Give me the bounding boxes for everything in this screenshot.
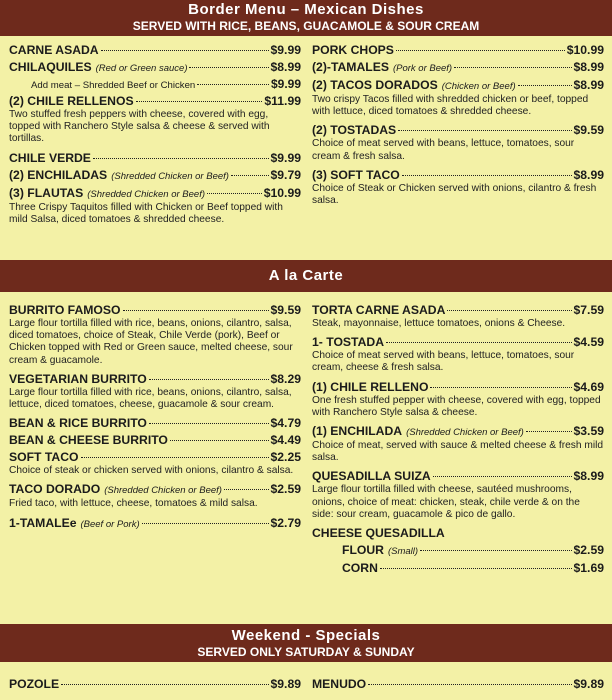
menu-item [9, 416, 301, 431]
dot-leader [170, 440, 269, 441]
dot-leader [189, 67, 268, 68]
item-name: (3) SOFT TACO [312, 167, 400, 182]
menu-item [9, 43, 301, 58]
item-row [9, 168, 301, 184]
menu-item [9, 303, 301, 367]
item-price: $2.79 [270, 515, 301, 530]
item-price: $8.99 [573, 469, 604, 484]
item-price: $8.99 [270, 60, 301, 74]
item-price: $1.69 [573, 561, 604, 576]
border-menu-left-column [9, 43, 301, 231]
item-name: BEAN & CHEESE BURRITO [9, 433, 168, 448]
menu-item [312, 526, 604, 541]
item-note: (Small) [387, 546, 419, 558]
dot-leader [93, 158, 269, 159]
menu-item [312, 380, 604, 419]
item-name: CORN [342, 561, 378, 576]
item-price: $4.69 [573, 379, 604, 394]
item-name: BURRITO FAMOSO [9, 303, 121, 317]
item-description: Choice of meat served with beans, lettuce, tomatoes, sour cream & fresh salsa. [312, 138, 575, 162]
dot-leader [207, 193, 262, 194]
item-note: (Shredded Chicken or Beef) [111, 170, 229, 182]
item-name: CHILAQUILES [9, 60, 92, 74]
item-note: (Shredded Chicken or Beef) [406, 427, 524, 439]
item-row [312, 60, 604, 76]
item-name: (2)-TAMALES [312, 60, 389, 74]
weekend-left-column [9, 677, 301, 694]
menu-item [9, 151, 301, 166]
menu-item [9, 516, 301, 532]
item-price: $9.99 [270, 150, 301, 165]
item-description: Large flour tortilla filled with cheese, sautéed mushrooms, onions, choice of meat: chicken, steak, chile verde & on the side: sour cream, guacamole & pico de gallo. [312, 484, 580, 520]
dot-leader [101, 50, 269, 51]
item-note: (Shredded Chicken or Beef) [87, 188, 206, 200]
item-price: $3.59 [573, 424, 604, 439]
menu-item [312, 123, 604, 162]
item-price: $8.99 [573, 167, 604, 182]
item-row [312, 43, 604, 58]
item-name: POZOLE [9, 677, 60, 691]
item-note: (Chicken or Beef) [441, 81, 516, 92]
item-price: $4.79 [270, 416, 301, 431]
item-price: $7.59 [573, 303, 604, 317]
item-row [9, 151, 301, 166]
item-description: Steak, mayonnaise, lettuce tomatoes, onions & Cheese. [312, 318, 566, 329]
item-row [312, 469, 604, 484]
item-row [312, 303, 604, 318]
item-price: $8.99 [573, 78, 604, 92]
item-price: $2.59 [573, 543, 604, 558]
item-row [312, 380, 604, 395]
dot-leader [231, 175, 269, 176]
dot-leader [518, 85, 572, 86]
item-name: PORK CHOPS [312, 43, 394, 57]
item-description: Choice of Steak or Chicken served with onions, cilantro & fresh salsa. [312, 182, 597, 207]
menu-item [9, 78, 301, 92]
item-name: (1) CHILE RELLENO [312, 379, 429, 394]
menu-item [312, 469, 604, 521]
item-price: $9.99 [270, 43, 301, 57]
item-name: SOFT TACO [9, 450, 79, 465]
item-row [312, 677, 604, 692]
menu-item [312, 335, 604, 374]
menu-item [312, 561, 604, 576]
item-name: (2) ENCHILADAS [9, 167, 108, 182]
item-row [312, 123, 604, 138]
item-name: CARNE ASADA [9, 43, 99, 57]
item-row [9, 677, 301, 692]
dot-leader [149, 423, 269, 424]
item-description: Two stuffed fresh peppers with cheese, covered with egg, topped with Ranchero Style salsa & cheese & served with tortillas. [9, 109, 270, 145]
dot-leader [430, 387, 571, 388]
item-name: TACO DORADO [9, 482, 101, 497]
menu-item [9, 433, 301, 448]
item-price: $11.99 [264, 94, 301, 108]
item-price: $8.29 [270, 371, 301, 386]
item-price: $4.49 [270, 433, 301, 448]
dot-leader [398, 130, 571, 131]
item-row [312, 78, 604, 94]
item-price: $9.99 [270, 77, 301, 91]
dot-leader [526, 431, 572, 432]
item-name: (3) FLAUTAS [9, 185, 84, 200]
dot-leader [402, 175, 572, 176]
item-description: One fresh stuffed pepper with cheese, covered with egg, topped with Ranchero Style salsa & cheese. [312, 394, 601, 418]
item-name: CHEESE QUESADILLA [312, 526, 445, 541]
menu-item [9, 372, 301, 411]
dot-leader [396, 50, 565, 51]
item-price: $8.99 [573, 60, 604, 74]
weekend-subtitle: SERVED ONLY SATURDAY & SUNDAY [197, 645, 415, 659]
a-la-carte-right-column [312, 303, 604, 578]
menu-item [9, 94, 301, 146]
item-description: Choice of meat, served with sauce & melted cheese & fresh mild salsa. [312, 440, 604, 464]
add-meat-label: Add meat – Shredded Beef or Chicken [31, 80, 196, 91]
item-description: Fried taco, with lettuce, cheese, tomatoes & mild salsa. [9, 498, 258, 510]
weekend-header [0, 624, 612, 662]
a-la-carte-header [0, 260, 612, 292]
item-price: $9.89 [573, 677, 604, 691]
item-price: $2.25 [270, 450, 301, 465]
dot-leader [197, 84, 269, 85]
item-name: 1-TAMALEe [9, 515, 77, 530]
item-row [312, 335, 604, 350]
dot-leader [123, 310, 269, 311]
dot-leader [224, 489, 269, 490]
item-row [312, 168, 604, 183]
item-row [9, 416, 301, 431]
dot-leader [142, 523, 269, 524]
menu-item [9, 168, 301, 184]
item-name: FLOUR [342, 543, 384, 558]
item-name: BEAN & RICE BURRITO [9, 416, 147, 431]
menu-item [9, 186, 301, 226]
dot-leader [420, 550, 571, 551]
border-menu-title: Border Menu – Mexican Dishes [188, 1, 424, 18]
item-price: $10.99 [263, 185, 301, 200]
item-row [9, 482, 301, 498]
item-row [312, 424, 604, 440]
weekend-right-column [312, 677, 604, 694]
dot-leader [433, 476, 572, 477]
menu-item [9, 677, 301, 692]
item-note: (Shredded Chicken or Beef) [104, 485, 222, 497]
item-description: Large flour tortilla filled with rice, beans, onions, cilantro, salsa, lettuce, diced tomatoes, cheese, guacamole & sour cream. [9, 386, 292, 411]
item-row [9, 186, 301, 202]
item-note: (Red or Green sauce) [95, 63, 188, 74]
menu-item [9, 60, 301, 76]
item-row [9, 372, 301, 387]
item-row [312, 526, 604, 541]
item-note: (Pork or Beef) [392, 63, 453, 74]
add-meat-row [9, 78, 301, 92]
item-price: $9.89 [270, 677, 301, 691]
item-note: (Beef or Pork) [80, 518, 140, 530]
item-row [9, 43, 301, 58]
dot-leader [81, 457, 269, 458]
item-name: (1) ENCHILADA [312, 424, 403, 439]
item-price: $9.79 [270, 167, 301, 182]
menu-item [312, 677, 604, 692]
item-row [9, 433, 301, 448]
border-menu-subtitle: SERVED WITH RICE, BEANS, GUACAMOLE & SOUR CREAM [132, 19, 480, 33]
menu-item [312, 543, 604, 559]
item-description: Two crispy Tacos filled with shredded chicken or beef, topped with lettuce, diced tomatoes & shredded cheese. [312, 94, 589, 118]
dot-leader [386, 342, 572, 343]
item-name: TORTA CARNE ASADA [312, 303, 446, 317]
item-name: 1- TOSTADA [312, 335, 384, 350]
item-price: $10.99 [566, 43, 604, 57]
dot-leader [454, 67, 571, 68]
menu-item [312, 43, 604, 58]
menu-item [312, 168, 604, 207]
border-menu-right-column [312, 43, 604, 212]
item-name: QUESADILLA SUIZA [312, 469, 431, 484]
menu-item [312, 60, 604, 76]
item-row [9, 60, 301, 76]
item-description: Choice of meat served with beans, lettuce, tomatoes, sour cream, cheese & fresh salsa. [312, 350, 575, 374]
border-menu-header [0, 0, 612, 36]
item-name: MENUDO [312, 677, 367, 691]
menu-item [9, 450, 301, 477]
menu-item [312, 424, 604, 464]
item-price: $9.59 [270, 303, 301, 317]
item-name: (2) CHILE RELLENOS [9, 94, 134, 108]
dot-leader [136, 101, 263, 102]
item-row [312, 543, 604, 559]
item-price: $9.59 [573, 123, 604, 138]
item-row [9, 303, 301, 318]
menu-item [312, 303, 604, 330]
weekend-title: Weekend - Specials [231, 627, 381, 644]
item-name: (2) TOSTADAS [312, 123, 397, 138]
dot-leader [380, 568, 572, 569]
item-price: $4.59 [573, 335, 604, 350]
item-description: Large flour tortilla filled with rice, beans, onions, cilantro, salsa, diced tomatoes, choice of Steak, Chile Verde (pork), Beef or Chicken topped with Red or Green sauce, melted cheese, sour cream & guacamole. [9, 318, 293, 366]
item-description: Choice of steak or chicken served with onions, cilantro & salsa. [9, 465, 294, 477]
item-name: CHILE VERDE [9, 150, 91, 165]
dot-leader [368, 684, 571, 685]
item-row [312, 561, 604, 576]
item-description: Three Crispy Taquitos filled with Chicken or Beef topped with mild Salsa, diced tomatoes & shredded cheese. [9, 201, 283, 225]
a-la-carte-left-column [9, 303, 301, 534]
menu-item [312, 78, 604, 118]
item-row [9, 94, 301, 109]
item-name: (2) TACOS DORADOS [312, 78, 438, 92]
dot-leader [149, 379, 269, 380]
item-price: $2.59 [270, 482, 301, 497]
item-name: VEGETARIAN BURRITO [9, 371, 147, 386]
dot-leader [61, 684, 268, 685]
dot-leader [447, 310, 571, 311]
a-la-carte-title: A la Carte [268, 267, 344, 284]
menu-item [9, 482, 301, 510]
item-row [9, 516, 301, 532]
item-row [9, 450, 301, 465]
